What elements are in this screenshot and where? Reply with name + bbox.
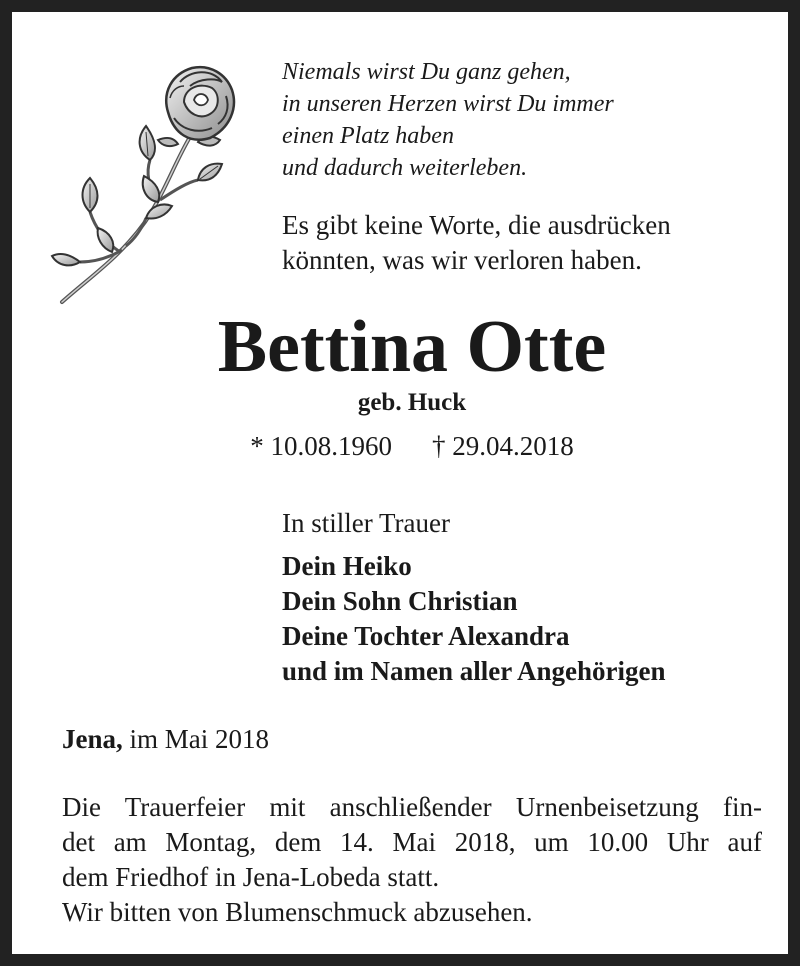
mourner: Dein Heiko — [282, 551, 412, 581]
info-line: dem Friedhof in Jena-Lobeda statt. — [62, 862, 440, 892]
birth-name: geb. Huck — [357, 389, 467, 416]
mourner: Dein Sohn Christian — [282, 586, 518, 616]
deceased-name: Bettina Otte — [217, 306, 607, 388]
rose-icon — [50, 52, 250, 312]
place-month: im Mai 2018 — [122, 724, 269, 754]
mourner: Deine Tochter Alexandra — [282, 621, 570, 651]
info-line: Die Trauerfeier mit anschließender Urnenbeisetzung fin- — [62, 792, 762, 822]
birth-date: * 10.08.1960 — [250, 431, 392, 461]
place-date — [62, 722, 269, 757]
poem-line: einen Platz haben — [282, 123, 454, 149]
mourners-list — [282, 549, 666, 689]
funeral-info — [62, 790, 762, 930]
life-dates — [12, 428, 800, 464]
memorial-poem — [282, 56, 742, 184]
quote-line: könnten, was wir verloren haben. — [282, 245, 642, 275]
death-date: † 29.04.2018 — [432, 431, 574, 461]
info-line: det am Montag, dem 14. Mai 2018, um 10.00 Uhr auf — [62, 827, 762, 857]
poem-line: in unseren Herzen wirst Du immer — [282, 91, 614, 117]
mourner: und im Namen aller Angehörigen — [282, 656, 666, 686]
poem-line: Niemals wirst Du ganz gehen, — [282, 59, 571, 85]
quote-line: Es gibt keine Worte, die ausdrücken — [282, 210, 671, 240]
poem-line: und dadurch weiterleben. — [282, 155, 528, 181]
memorial-quote — [282, 208, 762, 278]
mourning-intro: In stiller Trauer — [282, 508, 450, 538]
info-line: Wir bitten von Blumenschmuck abzusehen. — [62, 897, 533, 927]
place-city: Jena, — [62, 724, 123, 754]
